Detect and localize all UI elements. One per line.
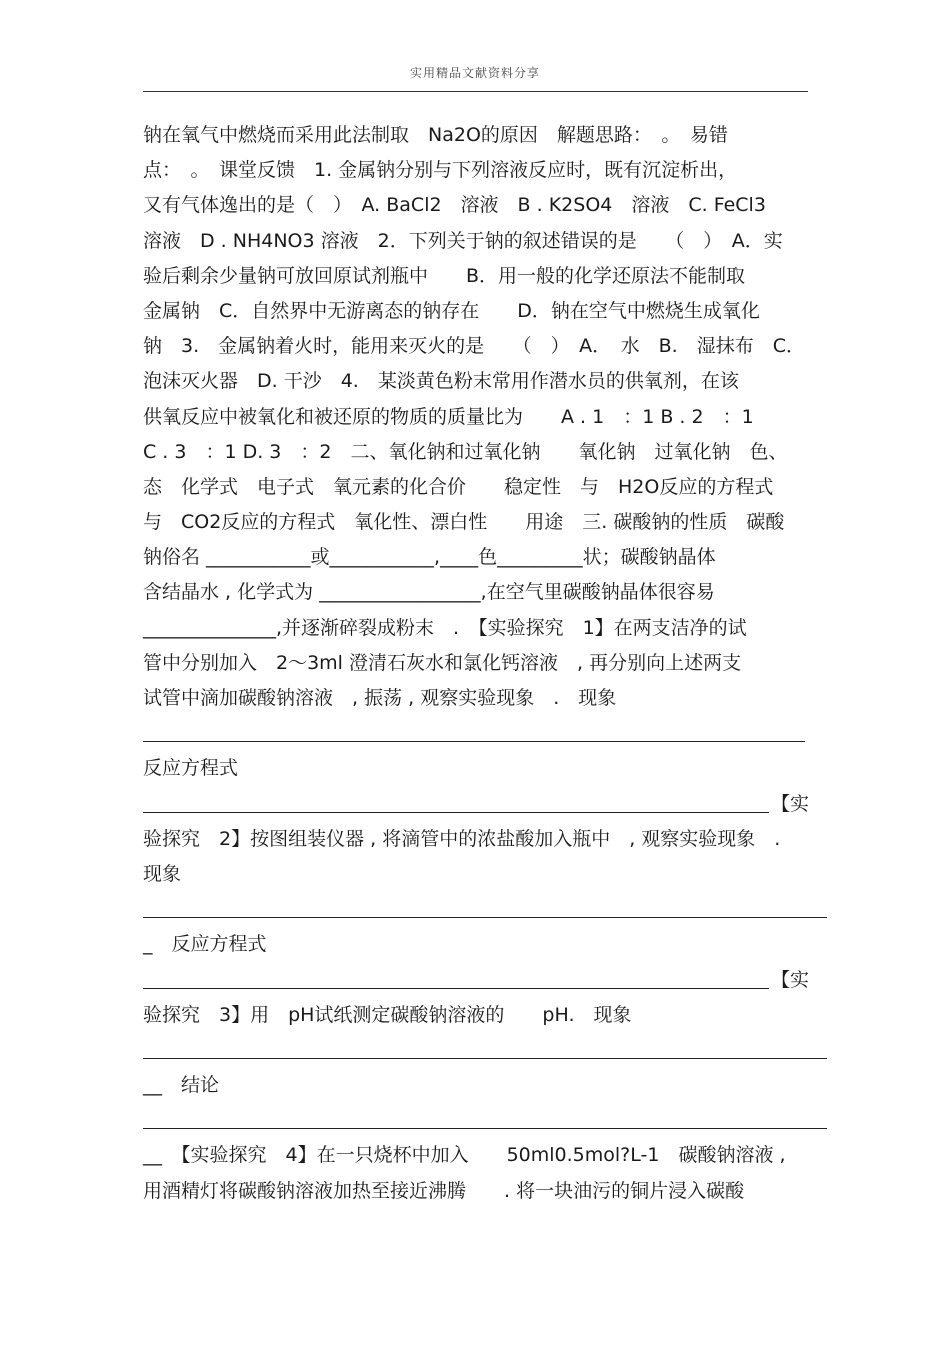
text-line: 又有气体逸出的是（ ） A. BaCl2 溶液 B . K2SO4 溶液 C. FeCl3 <box>143 194 766 217</box>
text-line: 钠在氧气中燃烧而采用此法制取 Na2O的原因 解题思路： 。 易错 <box>143 124 728 146</box>
text-line: 管中分别加入 2～3ml 澄清石灰水和氯化钙溶液 , 再分别向上述两支 <box>143 651 742 674</box>
text-line: 溶液 D . NH4NO3 溶液 2．下列关于钠的叙述错误的是 （ ） A．实 <box>143 229 783 252</box>
answer-blank-line <box>143 716 813 751</box>
text-line: 点： 。 课堂反馈 1. 金属钠分别与下列溶液反应时，既有沉淀析出， <box>143 159 738 182</box>
answer-blank-line <box>143 812 769 813</box>
text-line: 验后剩余少量钠可放回原试剂瓶中 B．用一般的化学还原法不能制取 <box>143 264 746 287</box>
text-line: 与 CO2反应的方程式 氧化性、漂白性 用途 三. 碳酸钠的性质 碳酸 <box>143 511 785 534</box>
text-line: __ 【实验探究 4】在一只烧杯中加入 50ml0.5mol?L-1 碳酸钠溶液 , <box>143 1144 786 1167</box>
text-fragment: 【实 <box>771 792 810 815</box>
text-line: 验探究 3】用 pH试纸测定碳酸钠溶液的 pH. 现象 <box>143 1003 632 1026</box>
answer-line-with-label <box>143 787 813 822</box>
text-line: 供氧反应中被氧化和被还原的物质的质量比为 A . 1 ：1 B . 2 ：1 <box>143 405 754 428</box>
answer-blank-line <box>143 988 769 989</box>
text-line: C . 3 ：1 D. 3 ：2 二、氧化钠和过氧化钠 氧化钠 过氧化钠 色、 <box>143 440 788 463</box>
answer-blank-line <box>143 892 813 927</box>
text-line: ______________,并逐渐碎裂成粉末 . 【实验探究 1】在两支洁净的试 <box>143 616 747 639</box>
page-header: 实用精品文献资料分享 <box>409 66 540 80</box>
text-line: 金属钠 C．自然界中无游离态的钠存在 D．钠在空气中燃烧生成氧化 <box>143 299 760 322</box>
header-divider <box>143 91 808 92</box>
text-line: 用酒精灯将碳酸钠溶液加热至接近沸腾 . 将一块油污的铜片浸入碳酸 <box>143 1179 745 1202</box>
text-line: 现象 <box>143 862 182 885</box>
text-line: 钠俗名 ___________或___________,____色_________状；碳酸钠晶体 <box>143 546 716 569</box>
text-line: 泡沫灭火器 D. 干沙 4. 某淡黄色粉末常用作潜水员的供氧剂，在该 <box>143 370 739 393</box>
text-line: __ 结论 <box>143 1074 220 1097</box>
text-line: 钠 3. 金属钠着火时，能用来灭火的是 （ ） A． 水 B. 湿抹布 C． <box>143 335 805 358</box>
text-line: 验探究 2】按图组装仪器 , 将滴管中的浓盐酸加入瓶中 , 观察实验现象 . <box>143 827 781 850</box>
text-line: 试管中滴加碳酸钠溶液 , 振荡 , 观察实验现象 . 现象 <box>143 687 617 709</box>
answer-blank-line <box>143 1103 813 1138</box>
text-fragment: 【实 <box>771 968 810 991</box>
answer-blank-line <box>143 1033 813 1068</box>
text-line: 含结晶水 , 化学式为 _________________,在空气里碳酸钠晶体很容易 <box>143 581 715 604</box>
text-line: 反应方程式 <box>143 757 239 780</box>
document-body <box>143 118 813 1209</box>
text-line: 态 化学式 电子式 氧元素的化合价 稳定性 与 H2O反应的方程式 <box>143 475 774 498</box>
text-line: _ 反应方程式 <box>143 933 267 956</box>
answer-line-with-label <box>143 963 813 998</box>
